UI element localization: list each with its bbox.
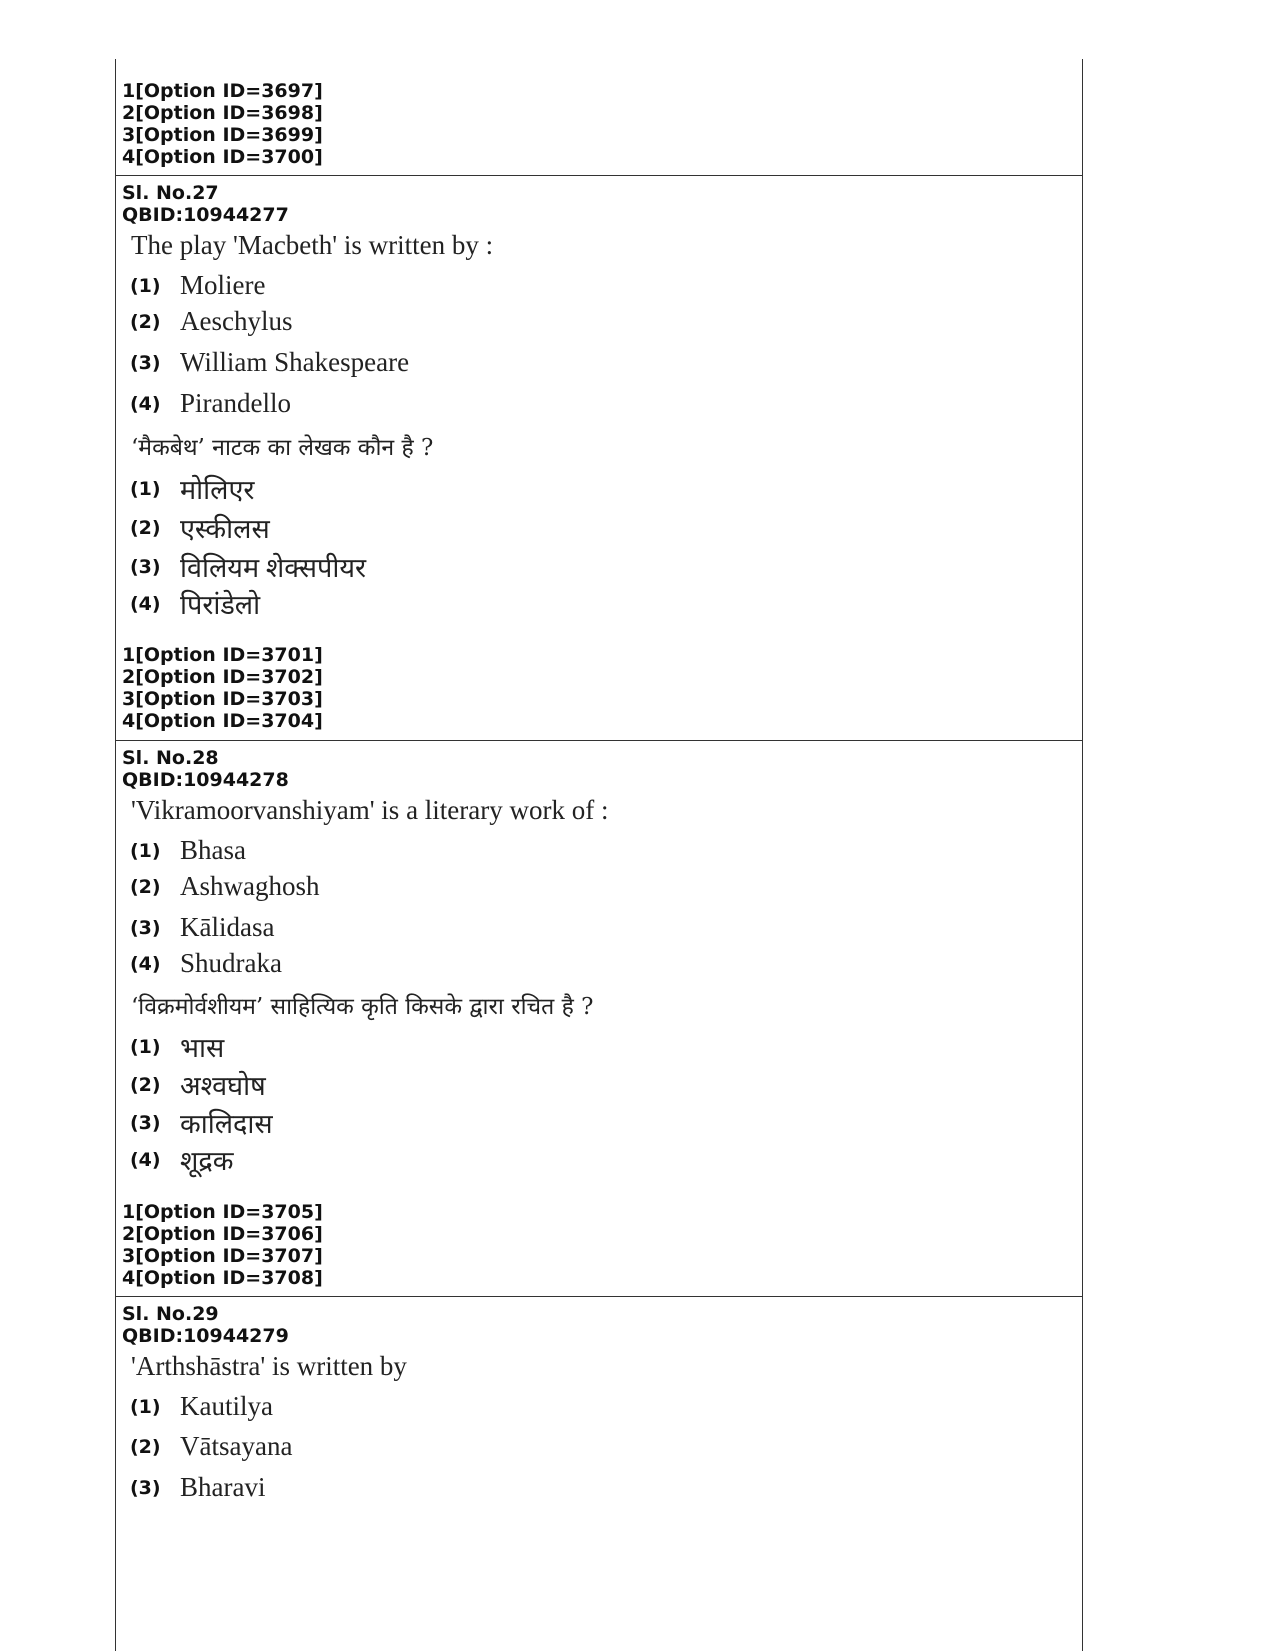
- option-en-1: [130, 835, 246, 866]
- question-sheet: [115, 59, 1083, 1651]
- option-text: Bhasa: [180, 835, 246, 865]
- option-number: (4): [130, 592, 161, 615]
- option-number: (1): [130, 1035, 161, 1058]
- option-text: मोलिएर: [180, 475, 255, 505]
- option-id-3: 3[Option ID=3703]: [122, 688, 323, 710]
- option-text: Bharavi: [180, 1472, 266, 1502]
- option-id-1: 1[Option ID=3705]: [122, 1201, 323, 1223]
- option-text: अश्वघोष: [180, 1071, 266, 1101]
- option-id-4: 4[Option ID=3704]: [122, 710, 323, 732]
- option-id-3: 3[Option ID=3699]: [122, 124, 323, 146]
- question-text-en: 'Arthshāstra' is written by: [131, 1351, 407, 1381]
- option-text: Shudraka: [180, 948, 282, 978]
- option-text: William Shakespeare: [180, 347, 410, 377]
- option-number: (2): [130, 875, 161, 898]
- option-en-1: [130, 1391, 273, 1422]
- option-id-4: 4[Option ID=3700]: [122, 146, 323, 168]
- option-number: (4): [130, 392, 161, 415]
- option-en-1: [130, 270, 265, 301]
- serial-number: Sl. No.27: [122, 182, 219, 204]
- serial-number: Sl. No.29: [122, 1303, 219, 1325]
- option-en-4: [130, 388, 291, 419]
- option-id-3: 3[Option ID=3707]: [122, 1245, 323, 1267]
- option-text: Aeschylus: [180, 306, 293, 336]
- question-text-en: 'Vikramoorvanshiyam' is a literary work of :: [131, 795, 609, 825]
- option-id-1: 1[Option ID=3697]: [122, 80, 323, 102]
- option-en-3: [130, 912, 274, 943]
- option-number: (3): [130, 555, 161, 578]
- option-text: कालिदास: [180, 1109, 273, 1139]
- option-text: Kālidasa: [180, 912, 275, 942]
- option-text: पिरांडेलो: [180, 590, 261, 620]
- option-text: विलियम शेक्सपीयर: [180, 553, 367, 583]
- option-text: Vātsayana: [180, 1431, 293, 1461]
- option-number: (3): [130, 1476, 161, 1499]
- option-text: Pirandello: [180, 388, 291, 418]
- question-text-hi: ‘मैकबेथ’ नाटक का लेखक कौन है ?: [131, 435, 434, 461]
- option-number: (1): [130, 839, 161, 862]
- option-number: (2): [130, 516, 161, 539]
- question-text-hi: ‘विक्रमोर्वशीयम’ साहित्यिक कृति किसके द्वारा रचित है ?: [131, 994, 594, 1020]
- option-en-3: [130, 1472, 265, 1503]
- qbid: QBID:10944278: [122, 769, 289, 791]
- option-id-2: 2[Option ID=3702]: [122, 666, 323, 688]
- option-en-2: [130, 306, 292, 337]
- option-en-2: [130, 1431, 292, 1462]
- option-number: (1): [130, 274, 161, 297]
- qbid: QBID:10944279: [122, 1325, 289, 1347]
- option-en-2: [130, 871, 320, 902]
- question-block-26: [116, 59, 1082, 176]
- option-hi-1: [130, 470, 254, 507]
- option-id-2: 2[Option ID=3698]: [122, 102, 323, 124]
- question-block-27: [116, 176, 1082, 741]
- option-text: Moliere: [180, 270, 266, 300]
- option-number: (1): [130, 1395, 161, 1418]
- option-hi-4: [130, 1141, 233, 1178]
- option-text: भास: [180, 1033, 225, 1063]
- option-number: (4): [130, 1148, 161, 1171]
- option-number: (2): [130, 310, 161, 333]
- question-block-28: [116, 741, 1082, 1297]
- option-text: Ashwaghosh: [180, 871, 320, 901]
- serial-number: Sl. No.28: [122, 747, 219, 769]
- question-text-en: The play 'Macbeth' is written by :: [131, 230, 494, 260]
- option-id-4: 4[Option ID=3708]: [122, 1267, 323, 1289]
- option-hi-3: [130, 548, 366, 585]
- qbid: QBID:10944277: [122, 204, 289, 226]
- option-en-4: [130, 948, 282, 979]
- option-en-3: [130, 347, 409, 378]
- option-hi-1: [130, 1028, 224, 1065]
- option-number: (3): [130, 916, 161, 939]
- option-id-2: 2[Option ID=3706]: [122, 1223, 323, 1245]
- option-hi-2: [130, 1066, 266, 1103]
- option-text: शूद्रक: [180, 1146, 234, 1176]
- option-hi-4: [130, 585, 260, 622]
- option-number: (1): [130, 477, 161, 500]
- option-number: (2): [130, 1073, 161, 1096]
- option-text: Kautilya: [180, 1391, 273, 1421]
- option-number: (4): [130, 952, 161, 975]
- option-text: एस्कीलस: [180, 514, 270, 544]
- option-hi-3: [130, 1104, 273, 1141]
- option-hi-2: [130, 509, 270, 546]
- option-number: (2): [130, 1435, 161, 1458]
- option-number: (3): [130, 1111, 161, 1134]
- option-number: (3): [130, 351, 161, 374]
- option-id-1: 1[Option ID=3701]: [122, 644, 323, 666]
- question-block-29: [116, 1297, 1082, 1651]
